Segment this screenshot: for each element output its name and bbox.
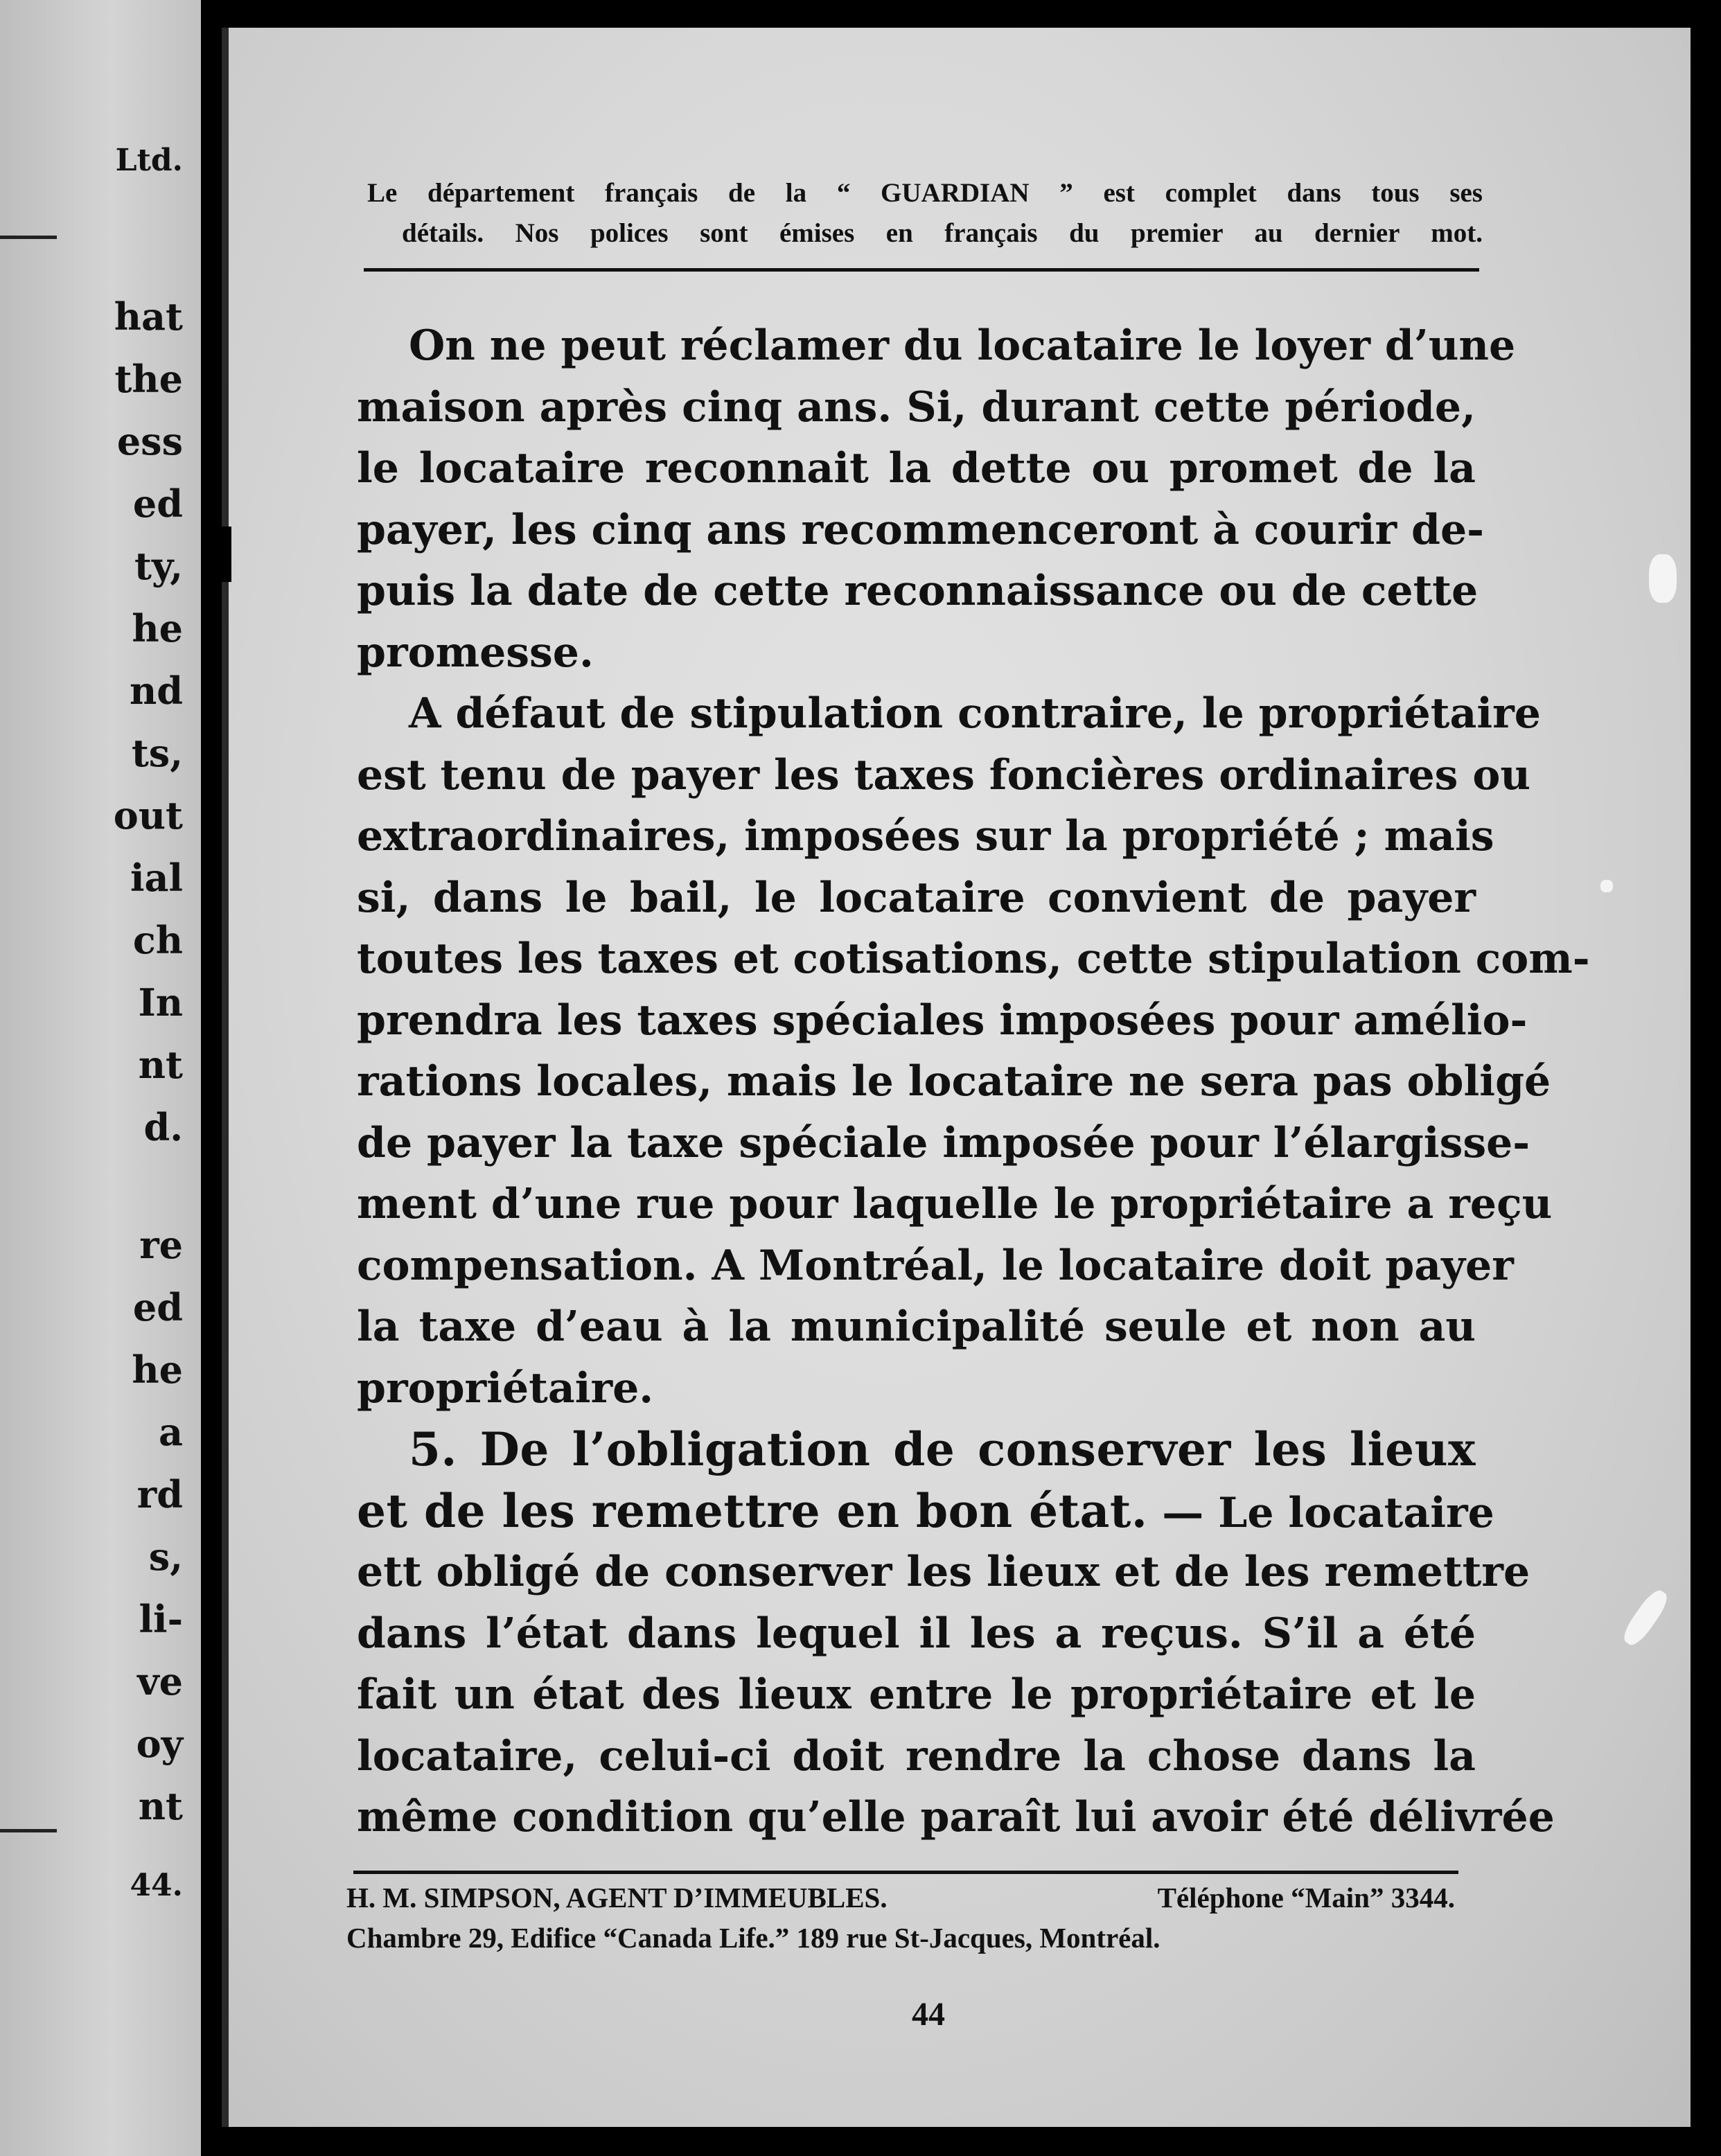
section-heading-continued [357,1481,1494,1542]
body-line: extraordinaires, imposées sur la propriété ; mais [357,812,1494,860]
body-line: locataire, celui-ci doit rendre la chose dans la [357,1731,1476,1781]
binding-gutter [201,0,222,2156]
adjacent-page-text-fragment: ess [116,419,183,463]
adjacent-page-text-fragment: ed [132,481,183,526]
adjacent-page-text-fragment: he [132,606,183,651]
body-line: le locataire reconnait la dette ou promet de la [357,444,1476,493]
body-line: la taxe d’eau à la municipalité seule et non au [357,1302,1476,1351]
body-line: puis la date de cette reconnaissance ou de cette [357,567,1479,615]
section-heading [357,1419,1476,1481]
body-line: On ne peut réclamer du locataire le loyer d’une [409,321,1516,370]
adjacent-page-text-fragment: nt [138,1784,183,1828]
body-line: est tenu de payer les taxes foncières ordinaires ou [357,750,1530,799]
page-edge [222,28,229,2127]
scan-speck [1649,554,1677,603]
scan-speck [1619,1587,1672,1650]
adjacent-page-text-fragment: d. [143,1105,183,1149]
adjacent-page-rule [0,236,57,239]
header-rule [364,268,1479,272]
body-line: même condition qu’elle paraît lui avoir été délivrée [357,1793,1555,1841]
body-line: payer, les cinq ans recommenceront à courir de- [357,505,1485,554]
adjacent-page-text-fragment: nt [138,1043,183,1087]
scan-speck [1600,880,1613,892]
body-line: rations locales, mais le locataire ne sera pas obligé [357,1057,1551,1106]
footer-row-1 [346,1877,1455,1918]
footer-address: Chambre 29, Edifice “Canada Life.” 189 rue St-Jacques, Montréal. [346,1922,1160,1954]
body-line: si, dans le bail, le locataire convient de payer [357,873,1476,922]
adjacent-page-text-fragment: ve [137,1659,183,1704]
footer-advertisement [346,1877,1455,1958]
body-line: propriétaire. [357,1363,654,1413]
section-title-line-1: De l’obligation de conserver les lieux [479,1422,1476,1476]
adjacent-page-text-fragment: ch [132,918,183,962]
page-number: 44 [912,1996,945,2033]
body-line: de payer la taxe spéciale imposée pour l’élargisse- [357,1118,1530,1167]
body-text [357,315,1590,1848]
adjacent-page-text-fragment: out [113,793,183,838]
adjacent-page-text-fragment: a [159,1410,183,1454]
adjacent-page-text-fragment: rd [136,1472,183,1517]
body-line: A défaut de stipulation contraire, le propriétaire [409,689,1541,738]
header-notice-line-1: Le département français de la “ GUARDIAN ” est complet dans tous ses [367,178,1483,208]
adjacent-page-text-fragment: s, [148,1535,183,1579]
adjacent-page-text-fragment: oy [136,1722,183,1766]
main-page [222,28,1691,2127]
body-line: promesse. [357,628,594,677]
header-notice [367,173,1483,254]
footer-row-2 [346,1918,1455,1958]
body-line: toutes les taxes et cotisations, cette stipulation com- [357,935,1590,983]
header-notice-line-2: détails. Nos polices sont émises en français du premier au dernier mot. [402,218,1483,248]
page-edge-mark [222,527,231,582]
footer-agent: H. M. SIMPSON, AGENT D’IMMEUBLES. [346,1882,888,1914]
adjacent-page-text-fragment: re [139,1223,183,1267]
body-line: ett obligé de conserver les lieux et de les remettre [357,1548,1530,1596]
footer-rule [353,1871,1458,1874]
adjacent-page-text-fragment: hat [114,294,183,339]
body-line: fait un état des lieux entre le propriétaire et le [357,1670,1476,1719]
section-dash-text: — Le locataire [1162,1488,1494,1537]
adjacent-page-text-fragment: Ltd. [115,143,183,178]
adjacent-page-rule [0,1829,57,1832]
adjacent-page-text-fragment: ts, [131,731,183,775]
body-line: ment d’une rue pour laquelle le propriétaire a reçu [357,1180,1553,1228]
body-line: maison après cinq ans. Si, durant cette période, [357,382,1476,432]
section-title-line-2: et de les remettre en bon état. [357,1483,1148,1538]
section-number: 5. [409,1422,457,1476]
adjacent-page-strip [0,0,201,2156]
adjacent-page-text-fragment: ial [130,856,183,900]
adjacent-page-text-fragment: nd [129,669,183,713]
adjacent-page-text-fragment: ty, [134,544,183,588]
adjacent-page-text-fragment: 44. [130,1868,183,1903]
adjacent-page-text-fragment: the [114,357,183,401]
body-line: prendra les taxes spéciales imposées pour amélio- [357,996,1528,1045]
footer-phone: Téléphone “Main” 3344. [1157,1882,1455,1914]
adjacent-page-text-fragment: In [138,980,183,1025]
adjacent-page-text-fragment: ed [132,1285,183,1329]
body-line: compensation. A Montréal, le locataire doit payer [357,1241,1514,1290]
adjacent-page-text-fragment: li- [139,1597,183,1641]
body-line: dans l’état dans lequel il les a reçus. S’il a été [357,1609,1476,1658]
adjacent-page-text-fragment: he [132,1348,183,1392]
